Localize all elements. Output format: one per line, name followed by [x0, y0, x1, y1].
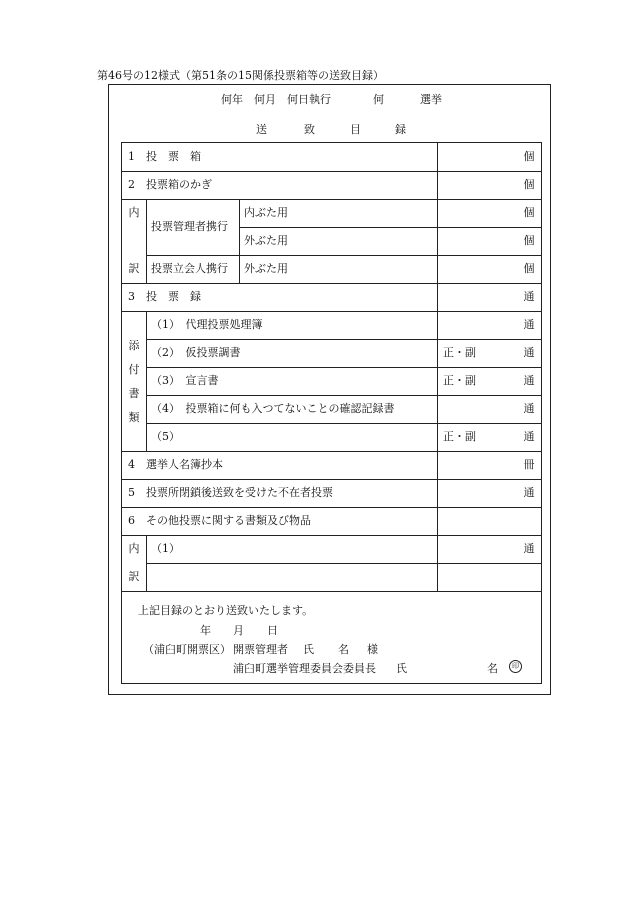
transfer-list-table — [121, 142, 542, 684]
seal-mark-icon: 印 — [509, 659, 522, 673]
column-divider — [239, 199, 240, 283]
breakdown-char: 訳 — [128, 262, 140, 275]
row-divider — [122, 311, 541, 312]
unit-label: 個 — [523, 206, 535, 219]
unit-label: 個 — [523, 150, 535, 163]
attachment-item-label: （1） 代理投票処理簿 — [151, 318, 263, 331]
column-divider — [146, 199, 147, 283]
row-divider — [146, 339, 541, 340]
row-divider — [146, 423, 541, 424]
heading-char: 録 — [395, 123, 406, 136]
form-caption: 第46号の12様式（第51条の15関係投票箱等の送致目録） — [97, 69, 384, 82]
other-item-label: （1） — [151, 542, 180, 555]
breakdown-char: 訳 — [128, 570, 140, 583]
row-divider — [146, 255, 541, 256]
election-word: 選挙 — [420, 93, 442, 106]
unit-label: 個 — [523, 262, 535, 275]
column-divider — [146, 535, 147, 591]
row-voter-roll-label: 4 選挙人名簿抄本 — [128, 458, 223, 471]
unit-label: 通 — [523, 430, 535, 443]
row-absentee-ballot-label: 5 投票所閉鎖後送致を受けた不在者投票 — [128, 486, 333, 499]
breakdown-char: 内 — [128, 206, 140, 219]
row-ballot-record-label: 3 投 票 録 — [128, 290, 201, 303]
row-divider — [122, 535, 541, 536]
footer-date-year: 年 — [200, 624, 211, 637]
footer-chair-name-char: 名 — [487, 662, 498, 675]
row-ballot-box-label: 1 投 票 箱 — [128, 150, 201, 163]
breakdown-char: 内 — [128, 542, 140, 555]
footer-manager-name-char: 氏 — [303, 643, 314, 656]
row-divider — [122, 199, 541, 200]
inner-lid-label: 内ぶた用 — [244, 206, 288, 219]
column-divider — [146, 311, 147, 451]
row-divider — [122, 591, 541, 592]
copy-type-label: 正・副 — [443, 374, 476, 387]
heading-char: 目 — [350, 123, 361, 136]
unit-label: 通 — [523, 290, 535, 303]
row-divider — [122, 283, 541, 284]
attachment-char: 類 — [128, 411, 140, 424]
row-divider — [146, 563, 541, 564]
attachment-item-label: （4） 投票箱に何も入つてないことの確認記録書 — [151, 402, 395, 415]
footer-statement: 上記目録のとおり送致いたします。 — [138, 604, 314, 617]
column-divider — [437, 143, 438, 591]
footer-date-month: 月 — [233, 624, 244, 637]
footer-committee: 浦臼町選挙管理委員会委員長 — [233, 662, 376, 675]
unit-label: 通 — [523, 402, 535, 415]
attachment-char: 書 — [128, 387, 140, 400]
unit-label: 通 — [523, 486, 535, 499]
footer-manager-title: 開票管理者 — [233, 643, 288, 656]
election-date: 何年 何月 何日執行 — [221, 93, 331, 106]
attachment-item-label: （3） 宣言書 — [151, 374, 219, 387]
attachment-item-label: （2） 仮投票調書 — [151, 346, 241, 359]
manager-carry-label: 投票管理者携行 — [151, 220, 228, 233]
copy-type-label: 正・副 — [443, 346, 476, 359]
row-ballot-box-key-label: 2 投票箱のかぎ — [128, 178, 212, 191]
unit-label: 通 — [523, 318, 535, 331]
heading-char: 致 — [304, 123, 315, 136]
attachment-char: 添 — [128, 339, 140, 352]
unit-label: 通 — [523, 542, 535, 555]
attachment-item-label: （5） — [151, 430, 180, 443]
row-divider — [239, 227, 541, 228]
row-divider — [146, 367, 541, 368]
row-divider — [146, 395, 541, 396]
footer-district: （浦臼町開票区） — [143, 643, 231, 656]
heading-char: 送 — [256, 123, 267, 136]
witness-carry-label: 投票立会人携行 — [151, 262, 228, 275]
unit-label: 通 — [523, 374, 535, 387]
outer-lid-label: 外ぶた用 — [244, 234, 288, 247]
footer-manager-honorific: 様 — [367, 643, 378, 656]
row-divider — [122, 451, 541, 452]
unit-label: 個 — [523, 234, 535, 247]
unit-label: 通 — [523, 346, 535, 359]
row-divider — [122, 507, 541, 508]
unit-label: 冊 — [523, 458, 535, 471]
footer-date-day: 日 — [267, 624, 278, 637]
footer-chair-name-char: 氏 — [396, 662, 407, 675]
row-divider — [122, 171, 541, 172]
row-other-items-label: 6 その他投票に関する書類及び物品 — [128, 514, 311, 527]
outer-lid-label: 外ぶた用 — [244, 262, 288, 275]
election-what: 何 — [373, 93, 384, 106]
copy-type-label: 正・副 — [443, 430, 476, 443]
attachment-char: 付 — [128, 363, 140, 376]
row-divider — [122, 479, 541, 480]
footer-manager-name-char: 名 — [338, 643, 349, 656]
unit-label: 個 — [523, 178, 535, 191]
